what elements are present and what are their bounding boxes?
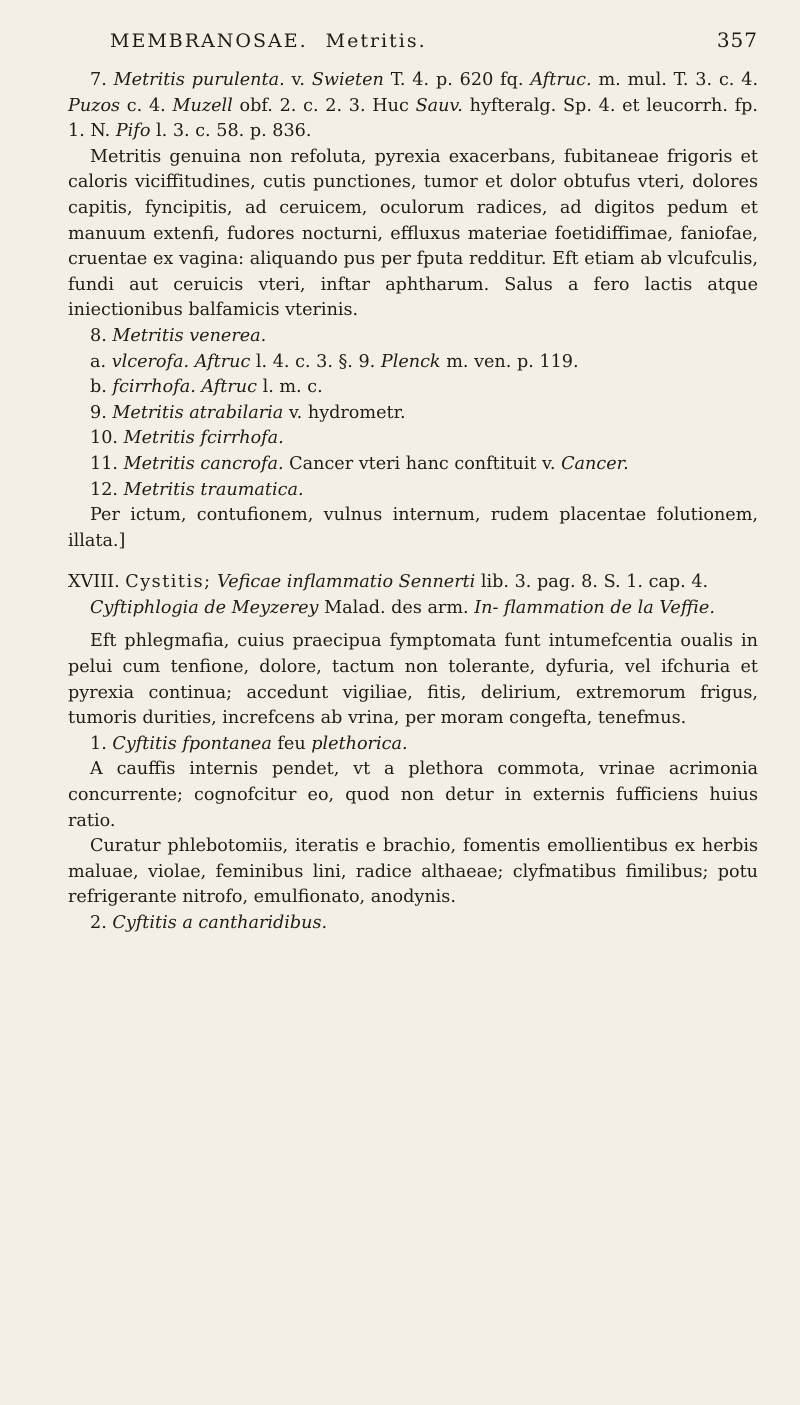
phlegmasia-paragraph: Eft phlegmafia, cuius praecipua fymptomata funt intumefcentia oualis in pelui cum tenfione, dolore, tactum non tolerante, dyfuria, vel ifchuria et pyrexia continua; accedunt vigiliae, fitis, delirium, extremorum frigus, tumoris durities, increfcens ab vrina, per moram congefta, tenefmus. — [68, 631, 758, 729]
metritis-genuina-paragraph: Metritis genuina non refoluta, pyrexia exacerbans, fubitaneae frigoris et caloris viciffitudines, cutis punctiones, tumor et dolor obtufus vteri, dolores capitis, fyncipitis, ad ceruicem, oculorum radices, ad digitos pedum et manuum extenfi, fudores nocturni, effluxus materiae foetidiffimae, faniofae, cruentae ex vagina: aliquando pus per fputa redditur. Eft etiam ab vlcufculis, fundi aut ceruicis vteri, inftar aphtharum. Salus a fero lactis atque iniectionibus balfamicis vterinis. — [68, 146, 758, 321]
causes-paragraph: A cauffis internis pendet, vt a plethora commota, vrinae acrimonia concurrente; cognofcitur eo, quod non detur in externis fufficiens huius ratio. — [68, 759, 758, 831]
item-11: 11. Metritis cancrofa. Cancer vteri hanc conftituit v. Cancer. — [90, 453, 629, 474]
section-xviii-heading: XVIII. Cystitis; Veficae inflammatio Sennerti lib. 3. pag. 8. S. 1. cap. 4. Cyftiphlogia de Meyzerey Malad. des arm. In- flammation de la Veffie. — [68, 572, 715, 618]
header-topic: Metritis. — [325, 30, 427, 52]
item-8-heading: 8. Metritis venerea. — [90, 325, 267, 346]
treatment-paragraph: Curatur phlebotomiis, iteratis e brachio, fomentis emollientibus ex herbis maluae, violae, feminibus lini, radice althaeae; clyfmatibus fimilibus; potu refrigerante nitrofo, emulfionato, anodynis. — [68, 836, 758, 908]
item-8a: a. vlcerofa. Aftruc l. 4. c. 3. §. 9. Plenck m. ven. p. 119. — [90, 351, 579, 372]
page-number: 357 — [716, 28, 758, 52]
item-9: 9. Metritis atrabilaria v. hydrometr. — [90, 402, 406, 423]
sub-2-heading: 2. Cyftitis a cantharidibus. — [90, 913, 328, 933]
running-header — [110, 28, 758, 52]
sub-1-heading: 1. Cyftitis fpontanea feu plethorica. — [90, 733, 408, 754]
header-section: MEMBRANOSAE. — [110, 30, 308, 52]
traumatica-paragraph: Per ictum, contufionem, vulnus internum, rudem placentae folutionem, illata.] — [68, 505, 758, 551]
item-8b: b. fcirrhofa. Aftruc l. m. c. — [90, 377, 323, 398]
item-12: 12. Metritis traumatica. — [90, 479, 304, 500]
item-7-entry: 7. Metritis purulenta. v. Swieten T. 4. p. 620 fq. Aftruc. m. mul. T. 3. c. 4. Puzos c. 4. Muzell obf. 2. c. 2. 3. Huc Sauv. hyfteralg. Sp. 4. et leucorrh. fp. 1. N. Pifo l. 3. c. 58. p. 836. — [68, 70, 759, 142]
item-10: 10. Metritis fcirrhofa. — [90, 428, 284, 449]
